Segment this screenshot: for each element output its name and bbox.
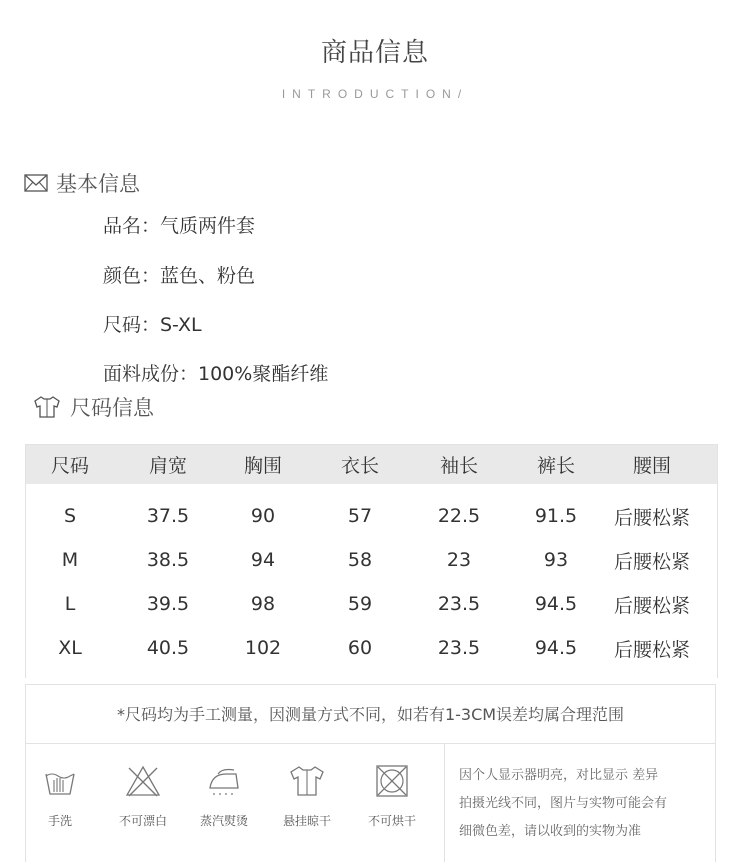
table-cell: 23.5 [437,637,481,659]
care-label: 不可漂白 [118,814,167,828]
disclaimer-line: 细微色差，请以收到的实物为准 [459,824,642,839]
table-cell: 60 [347,637,373,659]
size-table-header [26,445,717,484]
hand-wash-icon [40,764,80,798]
care-item-no-bleach [113,764,173,829]
col-header: 胸围 [243,455,282,477]
shirt-icon [32,395,62,419]
color-disclaimer [459,762,709,846]
table-cell: 94 [250,549,276,571]
table-cell: 38.5 [146,549,190,571]
page-subtitle: INTRODUCTION/ [281,87,469,101]
care-label: 蒸汽熨烫 [199,814,248,828]
disclaimer-line: 拍摄光线不同，图片与实物可能会有 [459,796,668,811]
table-cell: 后腰松紧 [613,594,690,617]
col-header: 裤长 [536,455,575,477]
care-label: 手洗 [47,814,72,828]
size-info-title: 尺码信息 [70,396,154,420]
disclaimer-line: 因个人显示器明亮，对比显示 差异 [459,768,659,783]
table-cell: M [61,549,79,571]
table-cell: 93 [543,549,569,571]
table-cell: 23 [446,549,472,571]
table-cell: 后腰松紧 [613,550,690,573]
table-cell: 37.5 [146,505,190,527]
info-line-size: 尺码：S-XL [103,314,202,336]
table-cell: 59 [347,593,373,615]
table-cell: 后腰松紧 [613,506,690,529]
table-cell: 40.5 [146,637,190,659]
care-label: 悬挂晾干 [282,814,331,828]
info-line-color: 颜色：蓝色、粉色 [103,265,256,287]
care-divider [444,744,445,862]
table-cell: 39.5 [146,593,190,615]
table-cell: 90 [250,505,276,527]
care-label: 不可烘干 [367,814,416,828]
col-header: 尺码 [50,455,89,477]
steam-iron-icon [204,764,244,798]
table-cell: 91.5 [534,505,578,527]
hang-dry-icon [287,764,327,798]
care-item-hang-dry [277,764,337,829]
table-row [26,582,717,626]
basic-info-title: 基本信息 [56,172,140,196]
col-header: 腰围 [632,455,671,477]
care-item-steam-iron [194,764,254,829]
col-header: 袖长 [439,455,478,477]
table-cell: XL [58,637,82,659]
no-bleach-icon [123,764,163,798]
table-row [26,494,717,538]
basic-info-heading [24,168,140,198]
info-line-fabric: 面料成份：100%聚酯纤维 [103,363,329,385]
info-line-name: 品名：气质两件套 [103,215,256,237]
size-table [25,444,718,678]
envelope-icon [24,174,48,192]
size-note: *尺码均为手工测量，因测量方式不同，如若有1-3CM误差均属合理范围 [25,684,716,744]
table-cell: L [64,593,76,615]
table-row [26,538,717,582]
care-section [25,744,716,862]
table-cell: 102 [244,637,282,659]
table-row [26,626,717,670]
page-title: 商品信息 [320,38,429,68]
table-cell: 22.5 [437,505,481,527]
table-cell: 后腰松紧 [613,638,690,661]
care-item-no-tumble-dry [362,764,422,829]
table-cell: 57 [347,505,373,527]
table-cell: S [63,505,77,527]
col-header: 衣长 [340,455,379,477]
size-info-heading [32,392,154,422]
table-cell: 98 [250,593,276,615]
col-header: 肩宽 [148,455,187,477]
table-cell: 58 [347,549,373,571]
table-cell: 23.5 [437,593,481,615]
no-tumble-dry-icon [372,764,412,798]
table-cell: 94.5 [534,593,578,615]
care-item-hand-wash [30,764,90,829]
table-cell: 94.5 [534,637,578,659]
